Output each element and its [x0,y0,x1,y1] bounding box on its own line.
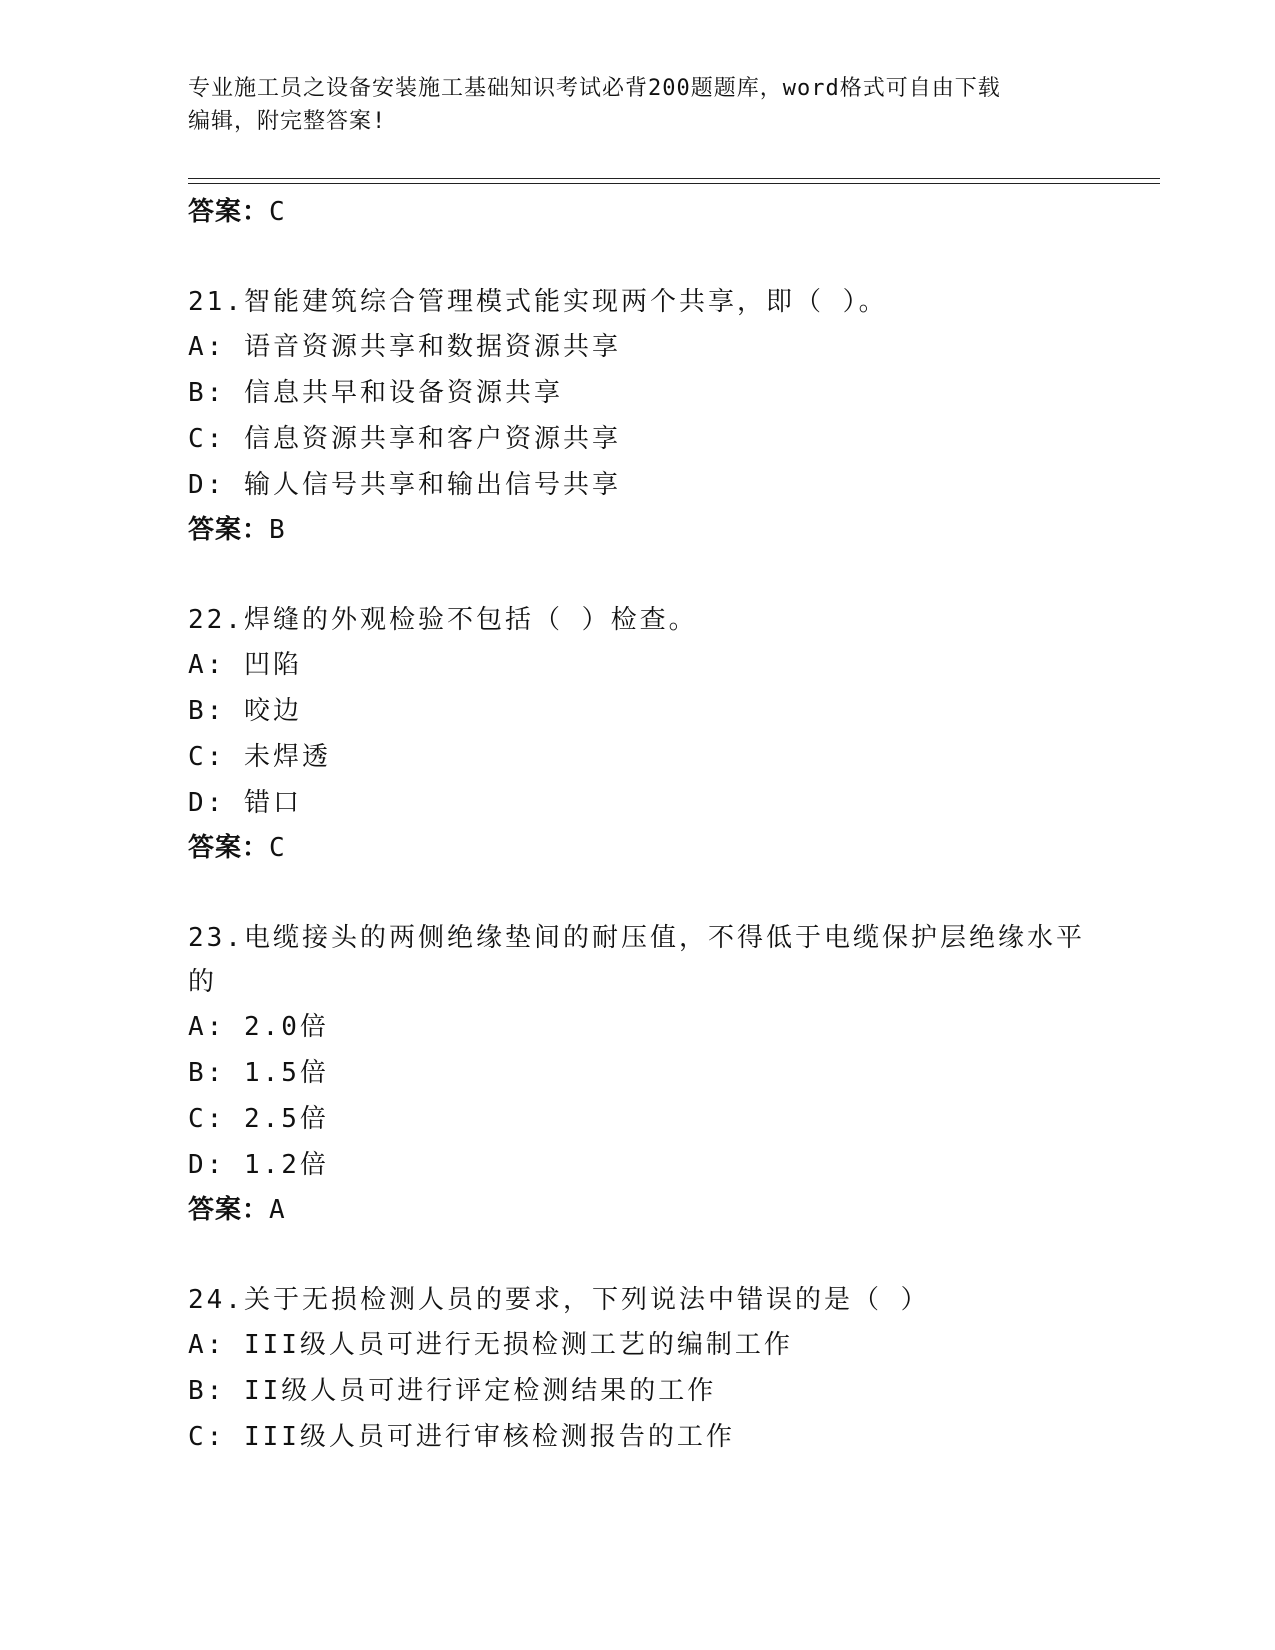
header-divider-second [188,183,1160,184]
option-a: A: 语音资源共享和数据资源共享 [188,332,621,362]
option-d: D: 错口 [188,788,302,818]
option-a: A: 2.0倍 [188,1012,329,1042]
question-21 [188,280,1088,552]
answer-value: C [269,197,286,227]
answer-label: 答案： [188,197,270,227]
option-d: D: 输人信号共享和输出信号共享 [188,470,621,500]
option-c: C: 未焊透 [188,742,331,772]
header-divider [188,178,1160,179]
answer-line [188,508,1088,552]
question-stem: 21.智能建筑综合管理模式能实现两个共享，即（ ）。 [188,287,888,317]
question-24 [188,1278,1088,1460]
question-stem: 24.关于无损检测人员的要求，下列说法中错误的是（ ） [188,1285,930,1315]
option-b: B: 咬边 [188,696,302,726]
option-a: A: 凹陷 [188,650,302,680]
answer-label: 答案： [188,1195,270,1225]
option-c: C: III级人员可进行审核检测报告的工作 [188,1422,735,1452]
option-c: C: 2.5倍 [188,1104,329,1134]
option-d: D: 1.2倍 [188,1150,329,1180]
question-stem-line-1: 23.电缆接头的两侧绝缘垫间的耐压值，不得低于电缆保护层绝缘水平 [188,923,1085,953]
header-line-1: 专业施工员之设备安装施工基础知识考试必背200题题库，word格式可自由下载 [188,76,1001,101]
answer-value: C [269,833,286,863]
question-23 [188,916,1088,1232]
option-b: B: II级人员可进行评定检测结果的工作 [188,1376,717,1406]
answer-line [188,1188,1088,1232]
header-line-2: 编辑，附完整答案! [188,109,387,134]
answer-line [188,190,1088,234]
answer-label: 答案： [188,833,270,863]
answer-line [188,826,1088,870]
option-c: C: 信息资源共享和客户资源共享 [188,424,621,454]
question-stem-line-2: 的 [188,967,218,997]
option-a: A: III级人员可进行无损检测工艺的编制工作 [188,1330,793,1360]
question-stem: 22.焊缝的外观检验不包括（ ）检查。 [188,605,698,635]
answer-label: 答案： [188,515,270,545]
option-b: B: 信息共早和设备资源共享 [188,378,563,408]
answer-value: A [269,1195,286,1225]
answer-value: B [269,515,286,545]
option-b: B: 1.5倍 [188,1058,329,1088]
question-22 [188,598,1088,870]
question-list [188,190,1088,1460]
document-header [188,72,1088,138]
